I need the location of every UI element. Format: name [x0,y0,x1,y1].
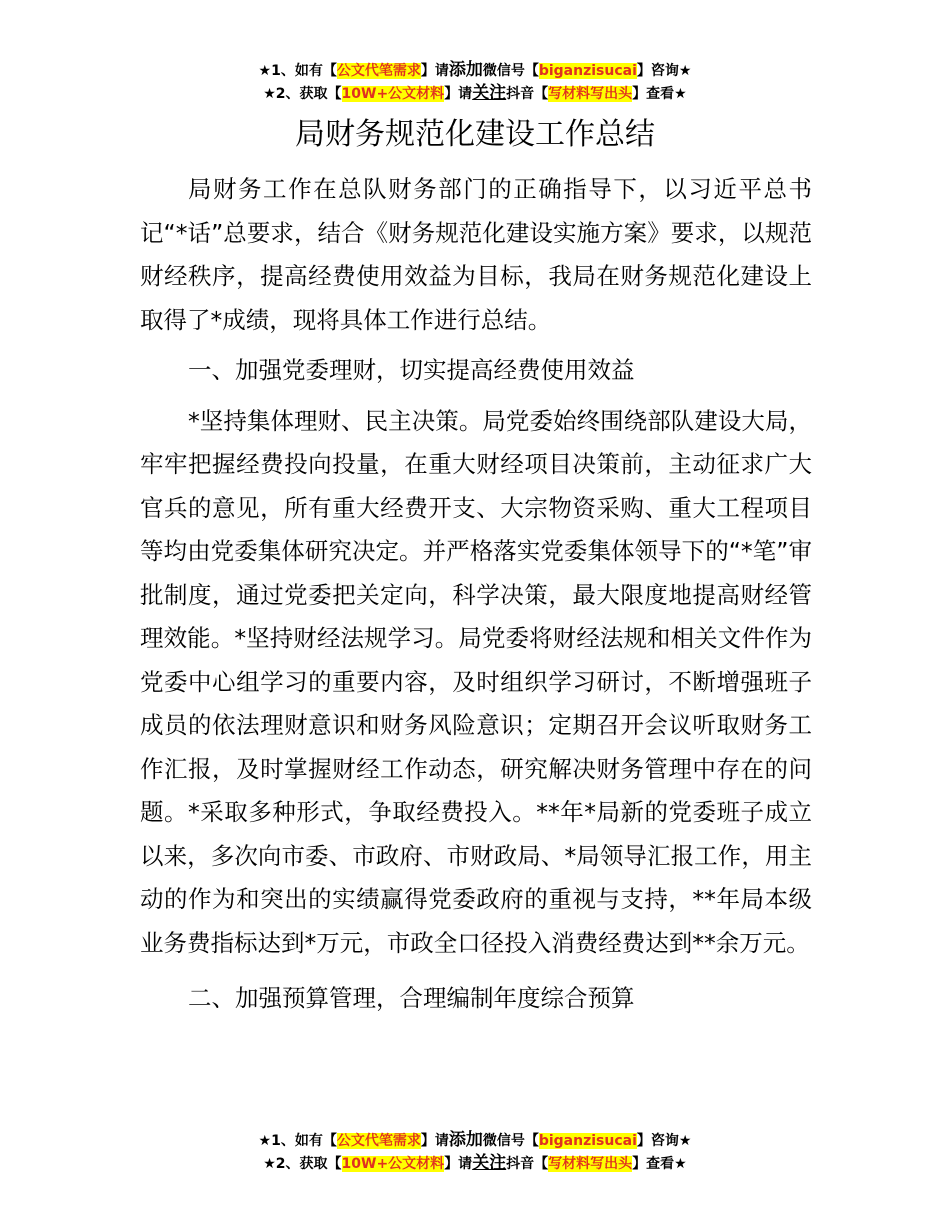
banner-emphasis: 添加 [448,60,483,80]
banner-line-2 [0,1152,950,1175]
highlight-wechat-id: biganzisucai [538,1133,637,1149]
banner-text: 】请 [444,1156,473,1172]
banner-line-2 [0,82,950,105]
header-banner [0,59,950,105]
banner-text: ★1、如有【 [258,63,337,79]
highlight-wechat-id: biganzisucai [538,63,637,79]
banner-text: 抖音【 [506,86,549,102]
highlight-materials: 10W+公文材料 [341,1156,445,1172]
banner-text: 】咨询★ [636,63,692,79]
highlight-ghostwriting: 公文代笔需求 [336,1133,421,1149]
intro-paragraph: 局财务工作在总队财务部门的正确指导下，以习近平总书记“*话”总要求，结合《财务规范化建设实施方案》要求，以规范财经秩序，提高经费使用效益为目标，我局在财务规范化建设上取得了*成绩，现将具体工作进行总结。 [140,175,812,334]
document-body [140,168,812,1028]
banner-text: 】请 [420,63,449,79]
banner-text: 】查看★ [632,86,687,102]
body-paragraph: *坚持集体理财、民主决策。局党委始终围绕部队建设大局，牢牢把握经费投向投量，在重大财经项目决策前，主动征求广大官兵的意见，所有重大经费开支、大宗物资采购、重大工程项目等均由党委集体研究决定。并严格落实党委集体领导下的“*笔”审批制度，通过党委把关定向，科学决策，最大限度地提高财经管理效能。*坚持财经法规学习。局党委将财经法规和相关文件作为党委中心组学习的重要内容，及时组织学习研讨，不断增强班子成员的依法理财意识和财务风险意识；定期召开会议听取财务工作汇报，及时掌握财经工作动态，研究解决财务管理中存在的问题。*采取多种形式，争取经费投入。**年*局新的党委班子成立以来，多次向市委、市政府、市财政局、*局领导汇报工作，用主动的作为和突出的实绩赢得党委政府的重视与支持，**年局本级业务费指标达到*万元，市政全口径投入消费经费达到**余万元。 [140,406,812,957]
banner-text: 微信号【 [482,63,539,79]
banner-text: 】请 [420,1133,449,1149]
highlight-douyin-id: 写材料写出头 [548,86,633,102]
banner-line-1 [0,1129,950,1152]
banner-emphasis: 添加 [448,1130,483,1150]
highlight-materials: 10W+公文材料 [341,86,445,102]
banner-text: ★1、如有【 [258,1133,337,1149]
banner-text: ★2、获取【 [263,86,342,102]
section-heading-2: 二、加强预算管理，合理编制年度综合预算 [188,984,635,1012]
banner-text: 微信号【 [482,1133,539,1149]
banner-text: ★2、获取【 [263,1156,342,1172]
banner-text: 】请 [444,86,473,102]
highlight-ghostwriting: 公文代笔需求 [336,63,421,79]
section-heading-1: 一、加强党委理财，切实提高经费使用效益 [188,356,635,384]
banner-text: 】咨询★ [636,1133,692,1149]
highlight-douyin-id: 写材料写出头 [548,1156,633,1172]
banner-text: 】查看★ [632,1156,687,1172]
banner-line-1 [0,59,950,82]
footer-banner [0,1129,950,1175]
document-title: 局财务规范化建设工作总结 [295,117,655,152]
banner-emphasis: 关注 [472,1153,507,1173]
banner-emphasis: 关注 [472,83,507,103]
banner-text: 抖音【 [506,1156,549,1172]
